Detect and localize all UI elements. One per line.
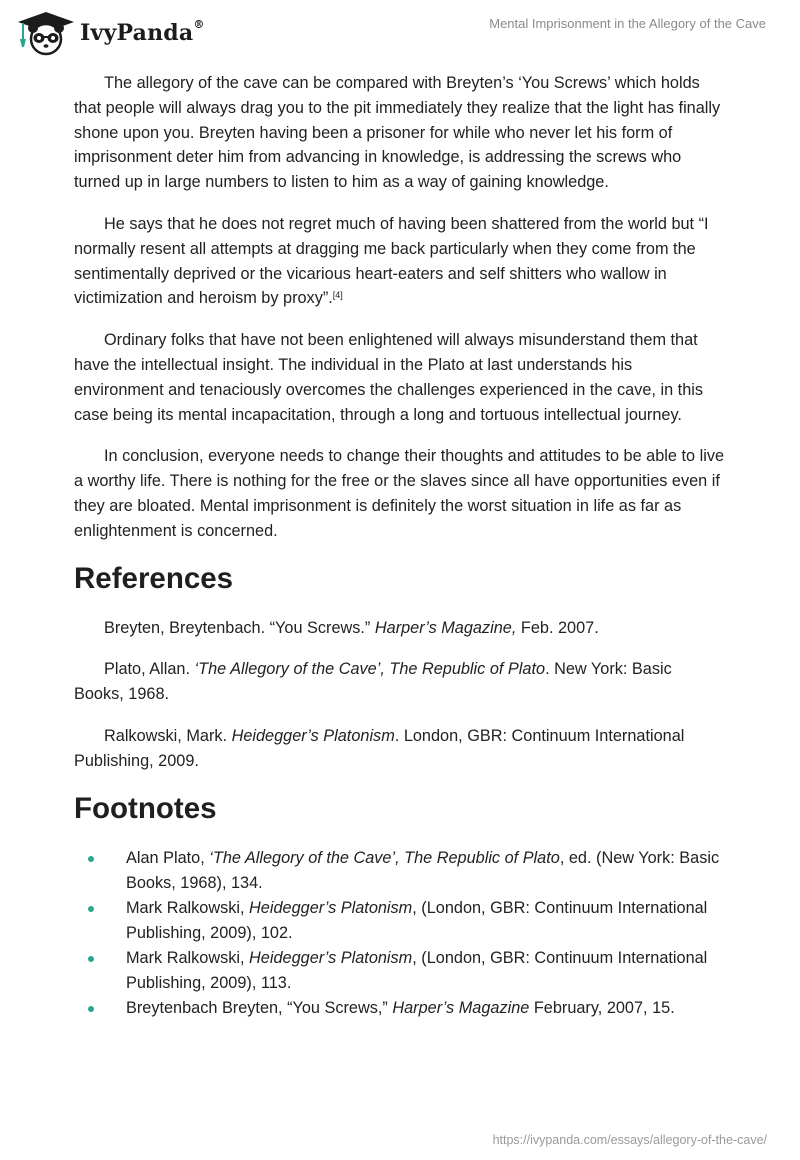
footnote-item: Alan Plato, ‘The Allegory of the Cave’, The Republic of Plato, ed. (New York: Basic Books, 1968), 134. — [74, 846, 726, 896]
reference-entry: Ralkowski, Mark. Heidegger’s Platonism. London, GBR: Continuum International Publishing, 2009. — [74, 726, 685, 770]
reference-entry: Breyten, Breytenbach. “You Screws.” Harper’s Magazine, Feb. 2007. — [104, 618, 599, 637]
references-heading: References — [74, 561, 234, 595]
reference-entry: Plato, Allan. ‘The Allegory of the Cave’, The Republic of Plato. New York: Basic Books, 1968. — [74, 660, 672, 704]
footnotes-heading: Footnotes — [74, 791, 217, 825]
footnotes-list — [74, 846, 726, 1021]
source-url-link[interactable]: https://ivypanda.com/essays/allegory-of-the-cave/ — [492, 1133, 767, 1147]
bullet-icon — [88, 856, 94, 862]
body-paragraph: Ordinary folks that have not been enlightened will always misunderstand them that have the intellectual insight. The individual in the Plato at last understands his environment and tenaciously overcomes the challenges experienced in the cave, in this case being its mental incapacitation, through a long and tortuous intellectual journey. — [74, 331, 704, 424]
body-paragraph: The allegory of the cave can be compared with Breyten’s ‘You Screws’ which holds that people will always drag you to the pit immediately they realize that the light has finally shone upon you. Breyten having been a prisoner for while who never let his form of imprisonment deter him from advancing in knowledge, is addressing the screws who turned up in large numbers to listen to him as a way of gaining knowledge. — [74, 74, 721, 192]
footnote-item: Mark Ralkowski, Heidegger’s Platonism, (London, GBR: Continuum International Publishing, 2009), 113. — [74, 946, 726, 996]
bullet-icon — [88, 956, 94, 962]
ivypanda-logo[interactable] — [14, 9, 78, 57]
bullet-icon — [88, 1006, 94, 1012]
body-paragraph: He says that he does not regret much of having been shattered from the world but “I normally resent all attempts at dragging me back particularly when they come from the sentimentally deprived or the vicarious heart-eaters and self shitters who wallow in victimization and heroism by proxy”.[4] — [74, 214, 709, 308]
footnote-item: Breytenbach Breyten, “You Screws,” Harper’s Magazine February, 2007, 15. — [74, 996, 726, 1021]
footnote-reference[interactable]: [4] — [332, 290, 343, 301]
bullet-icon — [88, 906, 94, 912]
essay-content — [74, 71, 726, 1021]
page-header — [0, 0, 800, 70]
brand-name[interactable]: IvyPanda® — [80, 18, 205, 46]
footnote-item: Mark Ralkowski, Heidegger’s Platonism, (London, GBR: Continuum International Publishing, 2009), 102. — [74, 896, 726, 946]
document-title: Mental Imprisonment in the Allegory of the Cave — [489, 16, 766, 31]
registered-mark: ® — [193, 18, 205, 31]
body-paragraph: In conclusion, everyone needs to change their thoughts and attitudes to be able to live a worthy life. There is nothing for the free or the slaves since all have opportunities even if they are bloated. Mental imprisonment is definitely the worst situation in life as far as enlightenment is concerned. — [74, 447, 725, 540]
